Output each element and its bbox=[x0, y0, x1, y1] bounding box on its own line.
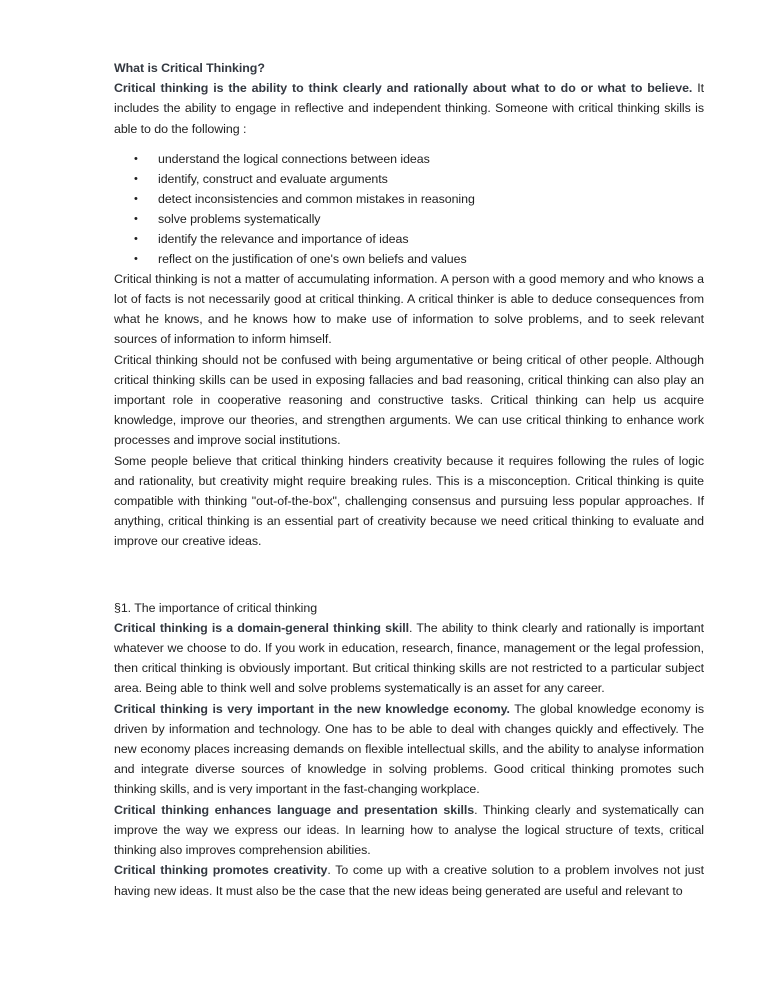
paragraph-text: . To come up with a creative solution to a problem involves not just having new ideas. It must also be the case that the new ideas being generated are useful and relevant to bbox=[114, 863, 704, 898]
list-item-text: understand the logical connections between ideas bbox=[158, 151, 430, 166]
list-item-text: identify, construct and evaluate arguments bbox=[158, 171, 388, 186]
paragraph-domain-general bbox=[114, 618, 704, 699]
intro-rest: It includes the ability to engage in reflective and independent thinking. Someone with critical thinking skills is able to do the following : bbox=[114, 81, 705, 136]
bullet-icon: • bbox=[134, 232, 138, 245]
paragraph-knowledge-economy bbox=[114, 699, 704, 800]
skills-bullet-list bbox=[114, 149, 704, 269]
paragraph-bold-lead: Critical thinking enhances language and presentation skills bbox=[114, 802, 475, 817]
paragraph-promotes-creativity bbox=[114, 860, 704, 900]
intro-paragraph bbox=[114, 78, 704, 139]
paragraph-creativity-misconception: Some people believe that critical thinking hinders creativity because it requires following the rules of logic and rationality, but creativity might require breaking rules. This is a misconception. Critical thinking is quite compatible with thinking "out-of-the-box", challenging consensus and pursuing less popular approaches. If anything, critical thinking is an essential part of creativity because we need critical thinking to evaluate and improve our creative ideas. bbox=[114, 453, 704, 549]
list-item bbox=[114, 229, 704, 249]
paragraph-text: The global knowledge economy is driven by information and technology. One has to be able to deal with changes quickly and effectively. The new economy places increasing demands on flexible intellectual skills, and the ability to analyse information and integrate diverse sources of knowledge in solving problems. Good critical thinking promotes such thinking skills, and is very important in the fast-changing workplace. bbox=[114, 701, 704, 797]
section-gap bbox=[114, 552, 704, 598]
paragraph-text: . The ability to think clearly and rationally is important whatever we choose to do. If you work in education, research, finance, management or the legal profession, then critical thinking is obviously important. But critical thinking skills are not restricted to a particular subject area. Being able to think well and solve problems systematically is an asset for any career. bbox=[114, 620, 704, 696]
paragraph-bold-lead: Critical thinking is a domain-general thinking skill bbox=[114, 620, 409, 635]
paragraph-bold-lead: Critical thinking promotes creativity bbox=[114, 863, 328, 878]
section-heading: §1. The importance of critical thinking bbox=[114, 600, 318, 615]
list-item bbox=[114, 169, 704, 189]
paragraph-bold-lead: Critical thinking is very important in the new knowledge economy. bbox=[114, 701, 510, 716]
paragraph-language-skills bbox=[114, 800, 704, 861]
bullet-icon: • bbox=[134, 172, 138, 185]
bullet-icon: • bbox=[134, 192, 138, 205]
list-item-text: solve problems systematically bbox=[158, 211, 321, 226]
list-item bbox=[114, 249, 704, 269]
list-item-text: reflect on the justification of one's own beliefs and values bbox=[158, 251, 467, 266]
bullet-icon: • bbox=[134, 152, 138, 165]
paragraph-not-argumentative: Critical thinking should not be confused with being argumentative or being critical of other people. Although critical thinking skills can be used in exposing fallacies and bad reasoning, critical thinking can also play an important role in cooperative reasoning and constructive tasks. Critical thinking can help us acquire knowledge, improve our theories, and strengthen arguments. We can use critical thinking to enhance work processes and improve social institutions. bbox=[114, 352, 704, 448]
list-item-text: detect inconsistencies and common mistakes in reasoning bbox=[158, 191, 475, 206]
bullet-icon: • bbox=[134, 252, 138, 265]
list-item bbox=[114, 149, 704, 169]
list-item bbox=[114, 209, 704, 229]
bullet-icon: • bbox=[134, 212, 138, 225]
paragraph-accumulating-information: Critical thinking is not a matter of accumulating information. A person with a good memory and who knows a lot of facts is not necessarily good at critical thinking. A critical thinker is able to deduce consequences from what he knows, and he knows how to make use of information to solve problems, and to seek relevant sources of information to inform himself. bbox=[114, 271, 704, 347]
list-item-text: identify the relevance and importance of ideas bbox=[158, 231, 409, 246]
intro-bold-definition: Critical thinking is the ability to think clearly and rationally about what to do or what to believe. bbox=[114, 81, 693, 96]
paragraph-text: . Thinking clearly and systematically can improve the way we express our ideas. In learning how to analyse the logical structure of texts, critical thinking also improves comprehension abilities. bbox=[114, 802, 704, 858]
page-title: What is Critical Thinking? bbox=[114, 61, 265, 75]
list-item bbox=[114, 189, 704, 209]
page-content bbox=[114, 58, 704, 901]
